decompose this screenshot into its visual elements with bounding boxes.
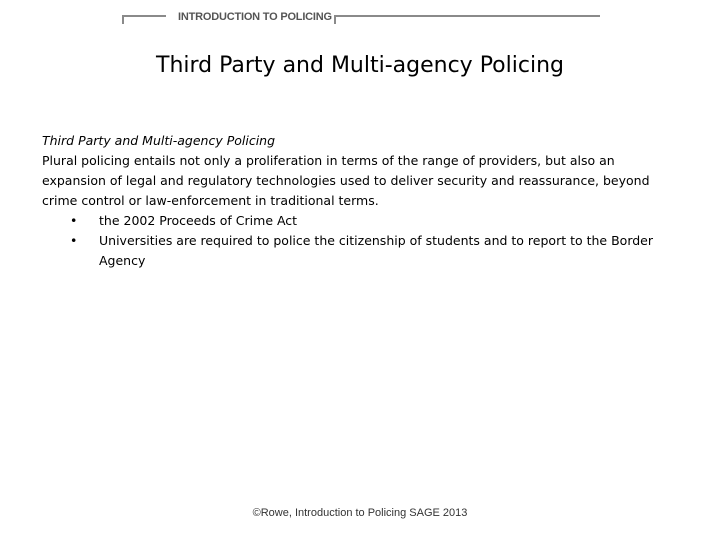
- header-rule-left: [122, 15, 166, 17]
- header-label: INTRODUCTION TO POLICING: [178, 11, 332, 23]
- list-item: [42, 231, 682, 271]
- slide-title: Third Party and Multi-agency Policing: [156, 53, 564, 78]
- bullet-list: [42, 211, 682, 271]
- list-item-text: the 2002 Proceeds of Crime Act: [99, 213, 298, 228]
- slide-subtitle: Third Party and Multi-agency Policing: [42, 133, 276, 148]
- bullet-icon: •: [70, 213, 78, 228]
- footer-copyright: ©Rowe, Introduction to Policing SAGE 2013: [252, 507, 468, 519]
- slide-body-text: Plural policing entails not only a proliferation in terms of the range of providers, but also an expansion of legal and regulatory technologies used to deliver security and reassurance, beyond crime control or law-enforcement in traditional terms.: [42, 153, 650, 208]
- header-tick-left: [122, 15, 124, 24]
- header-bar: [122, 10, 602, 26]
- list-item-text: Universities are required to police the citizenship of students and to report to the Border Agency: [99, 233, 653, 268]
- list-item: [42, 211, 682, 231]
- bullet-icon: •: [70, 233, 78, 248]
- header-rule-right: [334, 15, 600, 17]
- slide-content: [42, 131, 682, 271]
